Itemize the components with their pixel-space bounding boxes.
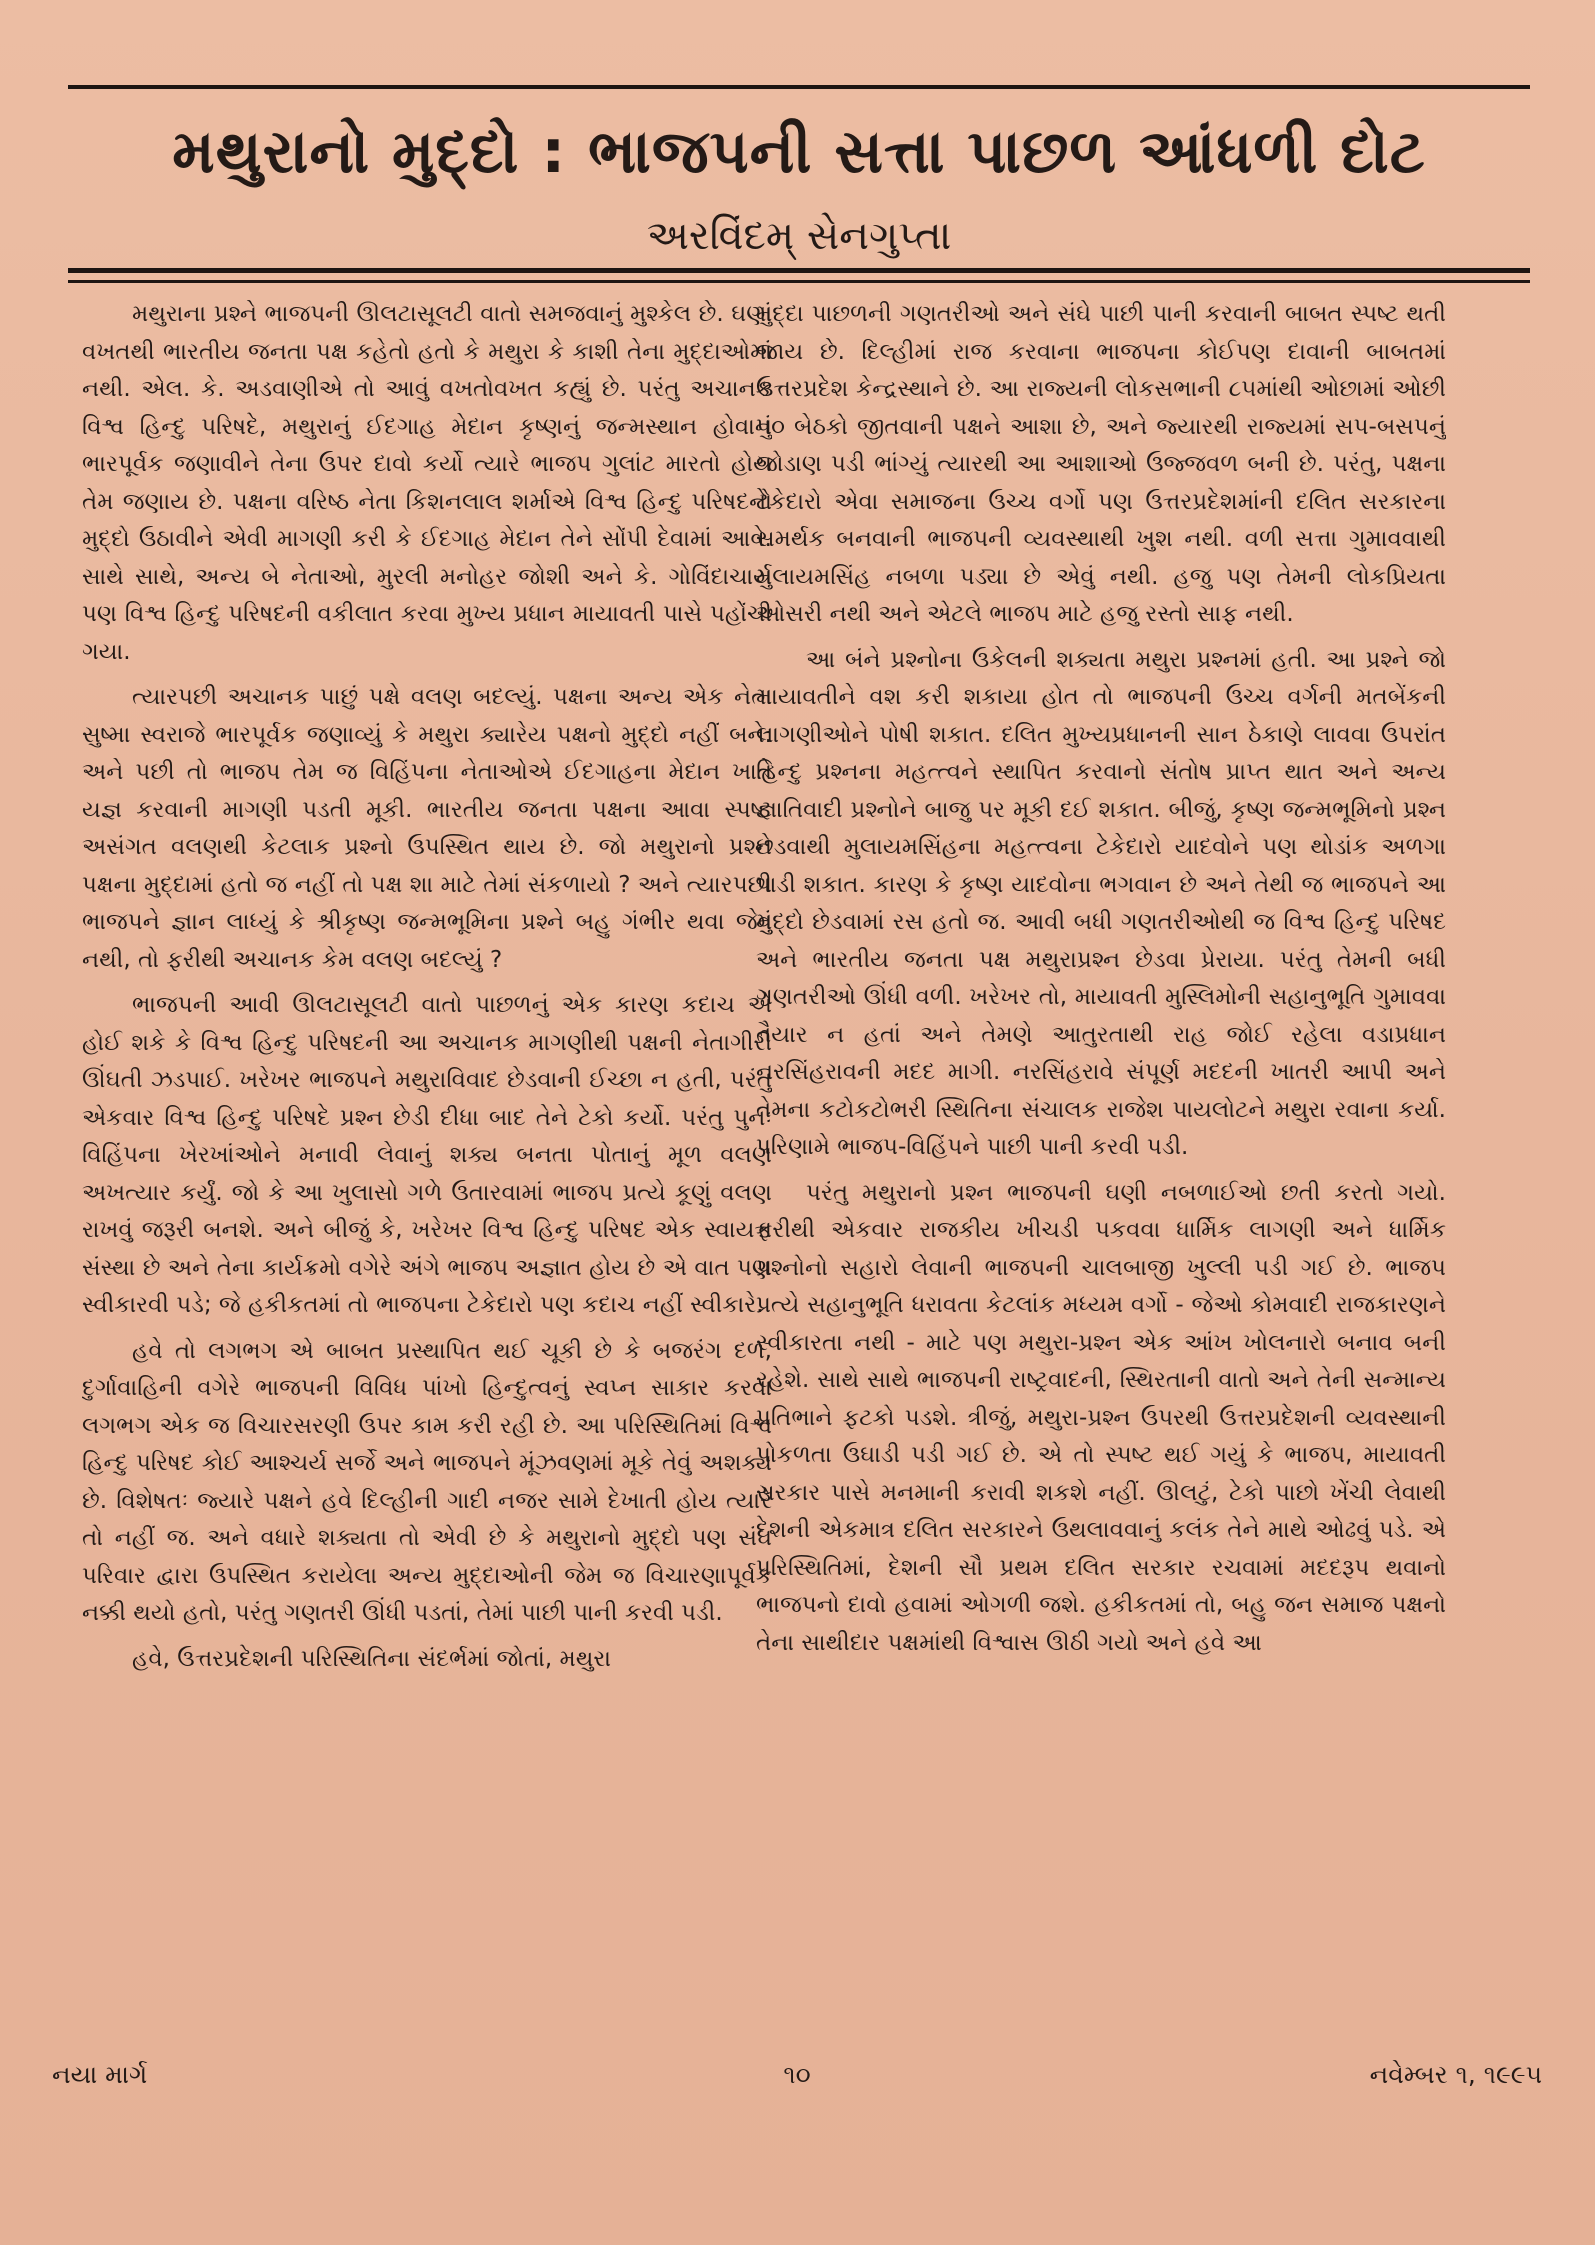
article-title: મથુરાનો મુદ્દો : ભાજપની સત્તા પાછળ આંધળી દોટ [172,117,1426,187]
left-column [82,296,772,2036]
paragraph: પરંતુ મથુરાનો પ્રશ્ન ભાજપની ઘણી નબળાઈઓ છતી કરતો ગયો. ફરીથી એકવાર રાજકીય ખીચડી પકવવા ધાર્મિક લાગણી અને ધાર્મિક પ્રશ્નોનો સહારો લેવાની ભાજપની ચાલબાજી ખુલ્લી પડી ગઈ છે. ભાજપ પ્રત્યે સહાનુભૂતિ ધરાવતા કેટલાંક મધ્યમ વર્ગો - જેઓ કોમવાદી રાજકારણને સ્વીકારતા નથી - માટે પણ મથુરા-પ્રશ્ન એક આંખ ખોલનારો બનાવ બની રહેશે. સાથે સાથે ભાજપની રાષ્ટ્રવાદની, સ્થિરતાની વાતો અને તેની સન્માન્ય પ્રતિભાને ફટકો પડશે. ત્રીજું, મથુરા-પ્રશ્ન ઉપરથી ઉત્તરપ્રદેશની વ્યવસ્થાની પોકળતા ઉઘાડી પડી ગઈ છે. એ તો સ્પષ્ટ થઈ ગયું કે ભાજપ, માયાવતી સરકાર પાસે મનમાની કરાવી શકશે નહીં. ઊલટું, ટેકો પાછો ખેંચી લેવાથી દેશની એકમાત્ર દલિત સરકારને ઉથલાવવાનું કલંક તેને માથે ઓઢવું પડે. એ પરિસ્થિતિમાં, દેશની સૌ પ્રથમ દલિત સરકાર રચવામાં મદદરૂપ થવાનો ભાજપનો દાવો હવામાં ઓગળી જશે. હકીકતમાં તો, બહુ જન સમાજ પક્ષનો તેના સાથીદાર પક્ષમાંથી વિશ્વાસ ઊઠી ગયો અને હવે આ [756,1179,1446,1656]
header-rule-thin [68,280,1530,283]
paragraph: આ બંને પ્રશ્નોના ઉકેલની શક્યતા મથુરા પ્રશ્નમાં હતી. આ પ્રશ્ને જો માયાવતીને વશ કરી શકાયા હોત તો ભાજપની ઉચ્ચ વર્ગની મતબેંકની લાગણીઓને પોષી શકાત. દલિત મુખ્યપ્રધાનની સાન ઠેકાણે લાવવા ઉપરાંત હિન્દુ પ્રશ્નના મહત્ત્વને સ્થાપિત કરવાનો સંતોષ પ્રાપ્ત થાત અને અન્ય જ્ઞાતિવાદી પ્રશ્નોને બાજુ પર મૂકી દઈ શકાત. બીજું, કૃષ્ણ જન્મભૂમિનો પ્રશ્ન છેડવાથી મુલાયમસિંહના મહત્ત્વના ટેકેદારો યાદવોને પણ થોડાંક અળગા પાડી શકાત. કારણ કે કૃષ્ણ યાદવોના ભગવાન છે અને તેથી જ ભાજપને આ મુદ્દો છેડવામાં રસ હતો જ. આવી બધી ગણતરીઓથી જ વિશ્વ હિન્દુ પરિષદ અને ભારતીય જનતા પક્ષ મથુરાપ્રશ્ન છેડવા પ્રેરાયા. પરંતુ તેમની બધી ગણતરીઓ ઊંધી વળી. ખરેખર તો, માયાવતી મુસ્લિમોની સહાનુભૂતિ ગુમાવવા તૈયાર ન હતાં અને તેમણે આતુરતાથી રાહ જોઈ રહેલા વડાપ્રધાન નરસિંહરાવની મદદ માગી. નરસિંહરાવે સંપૂર્ણ મદદની ખાતરી આપી અને તેમના કટોકટોભરી સ્થિતિના સંચાલક રાજેશ પાયલોટને મથુરા રવાના કર્યા. પરિણામે ભાજપ-વિહિંપને પાછી પાની કરવી પડી. [756,646,1446,1160]
header-rule-thick [68,268,1530,273]
top-rule [68,85,1530,89]
right-column [756,296,1446,2036]
publication-name: નયા માર્ગ [52,2060,148,2089]
paragraph: હવે, ઉત્તરપ્રદેશની પરિસ્થિતિના સંદર્ભમાં જોતાં, મથુરા [132,1645,611,1672]
page-footer [52,2060,1542,2100]
paragraph: ભાજપની આવી ઊલટાસૂલટી વાતો પાછળનું એક કારણ કદાચ એ હોઈ શકે કે વિશ્વ હિન્દુ પરિષદની આ અચાનક માગણીથી પક્ષની નેતાગીરી ઊંઘતી ઝડપાઈ. ખરેખર ભાજપને મથુરાવિવાદ છેડવાની ઈચ્છા ન હતી, પરંતુ એકવાર વિશ્વ હિન્દુ પરિષદે પ્રશ્ન છેડી દીધા બાદ તેને ટેકો કર્યો. પરંતુ પુનઃ વિહિંપના ખેરખાંઓને મનાવી લેવાનું શક્ય બનતા પોતાનું મૂળ વલણ અખત્યાર કર્યું. જો કે આ ખુલાસો ગળે ઉતારવામાં ભાજપ પ્રત્યે કૂણું વલણ રાખવું જરૂરી બનશે. અને બીજું કે, ખરેખર વિશ્વ હિન્દુ પરિષદ એક સ્વાયત્ત સંસ્થા છે અને તેના કાર્યક્રમો વગેરે અંગે ભાજપ અજ્ઞાત હોય છે એ વાત પણ સ્વીકારવી પડે; જે હકીકતમાં તો ભાજપના ટેકેદારો પણ કદાચ નહીં સ્વીકારે. [82,992,772,1318]
paragraph-continued: મુદ્દા પાછળની ગણતરીઓ અને સંઘે પાછી પાની કરવાની બાબત સ્પષ્ટ થતી જાય છે. દિલ્હીમાં રાજ કરવાના ભાજપના કોઈપણ દાવાની બાબતમાં ઉત્તરપ્રદેશ કેન્દ્રસ્થાને છે. આ રાજ્યની લોકસભાની ૮૫માંથી ઓછામાં ઓછી ૫૦ બેઠકો જીતવાની પક્ષને આશા છે, અને જ્યારથી રાજ્યમાં સપ-બસપનું જોડાણ પડી ભાંગ્યું ત્યારથી આ આશાઓ ઉજ્જવળ બની છે. પરંતુ, પક્ષના ટેકેદારો એવા સમાજના ઉચ્ચ વર્ગો પણ ઉત્તરપ્રદેશમાંની દલિત સરકારના સમર્થક બનવાની ભાજપની વ્યવસ્થાથી ખુશ નથી. વળી સત્તા ગુમાવવાથી મુલાયમસિંહ નબળા પડ્યા છે એવું નથી. હજુ પણ તેમની લોકપ્રિયતા ઓસરી નથી અને એટલે ભાજપ માટે હજુ રસ્તો સાફ નથી. [756,301,1446,627]
paragraph: મથુરાના પ્રશ્ને ભાજપની ઊલટાસૂલટી વાતો સમજવાનું મુશ્કેલ છે. ઘણાં વખતથી ભારતીય જનતા પક્ષ કહેતો હતો કે મથુરા કે કાશી તેના મુદ્દાઓમાં નથી. એલ. કે. અડવાણીએ તો આવું વખતોવખત કહ્યું છે. પરંતુ અચાનક વિશ્વ હિન્દુ પરિષદે, મથુરાનું ઈદગાહ મેદાન કૃષ્ણનું જન્મસ્થાન હોવાનું ભારપૂર્વક જણાવીને તેના ઉપર દાવો કર્યો ત્યારે ભાજપ ગુલાંટ મારતો હોય તેમ જણાય છે. પક્ષના વરિષ્ઠ નેતા કિશનલાલ શર્માએ વિશ્વ હિન્દુ પરિષદનો મુદ્દો ઉઠાવીને એવી માગણી કરી કે ઈદગાહ મેદાન તેને સોંપી દેવામાં આવે. સાથે સાથે, અન્ય બે નેતાઓ, મુરલી મનોહર જોશી અને કે. ગોવિંદાચાર્ય પણ વિશ્વ હિન્દુ પરિષદની વકીલાત કરવા મુખ્ય પ્રધાન માયાવતી પાસે પહોંચી ગયા. [82,301,772,665]
paragraph: હવે તો લગભગ એ બાબત પ્રસ્થાપિત થઈ ચૂકી છે કે બજરંગ દળ, દુર્ગાવાહિની વગેરે ભાજપની વિવિધ પાંખો હિન્દુત્વનું સ્વપ્ન સાકાર કરવા લગભગ એક જ વિચારસરણી ઉપર કામ કરી રહી છે. આ પરિસ્થિતિમાં વિશ્વ હિન્દુ પરિષદ કોઈ આશ્ચર્ય સર્જે અને ભાજપને મૂંઝવણમાં મૂકે તેવું અશક્ય છે. વિશેષતઃ જ્યારે પક્ષને હવે દિલ્હીની ગાદી નજર સામે દેખાતી હોય ત્યારે તો નહીં જ. અને વધારે શક્યતા તો એવી છે કે મથુરાનો મુદ્દો પણ સંઘ પરિવાર દ્વારા ઉપસ્થિત કરાયેલા અન્ય મુદ્દાઓની જેમ જ વિચારણાપૂર્વક નક્કી થયો હતો, પરંતુ ગણતરી ઊંધી પડતાં, તેમાં પાછી પાની કરવી પડી. [82,1337,772,1626]
page-number: ૧૦ [783,2060,811,2089]
paragraph: ત્યારપછી અચાનક પાછું પક્ષે વલણ બદલ્યું. પક્ષના અન્ય એક નેતા સુષ્મા સ્વરાજે ભારપૂર્વક જણાવ્યું કે મથુરા ક્યારેય પક્ષનો મુદ્દો નહીં બને. અને પછી તો ભાજપ તેમ જ વિહિંપના નેતાઓએ ઈદગાહના મેદાન ખાતે યજ્ઞ કરવાની માગણી પડતી મૂકી. ભારતીય જનતા પક્ષના આવા સ્પષ્ટ અસંગત વલણથી કેટલાક પ્રશ્નો ઉપસ્થિત થાય છે. જો મથુરાનો પ્રશ્ન પક્ષના મુદ્દામાં હતો જ નહીં તો પક્ષ શા માટે તેમાં સંકળાયો ? અને ત્યારપછી ભાજપને જ્ઞાન લાધ્યું કે શ્રીકૃષ્ણ જન્મભૂમિના પ્રશ્ને બહુ ગંભીર થવા જેવું નથી, તો ફરીથી અચાનક કેમ વલણ બદલ્યું ? [82,684,772,973]
issue-date: નવેમ્બર ૧, ૧૯૯૫ [1369,2060,1542,2089]
article-author: અરવિંદમ્ સેનગુપ્તા [646,213,952,259]
